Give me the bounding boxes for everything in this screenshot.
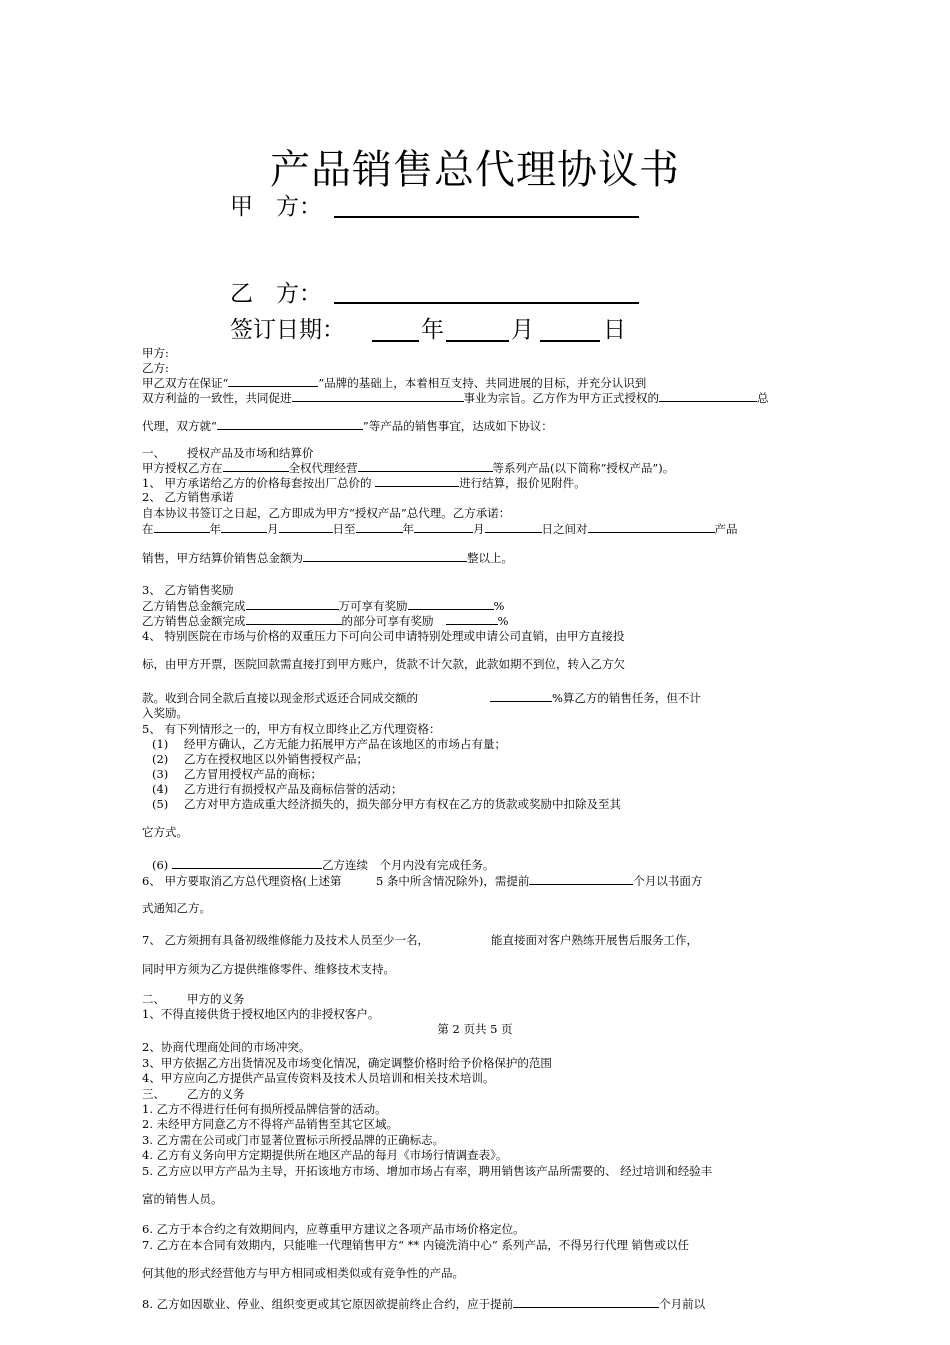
sec1-item-7: 7、 乙方须拥有具备初级维修能力及技术人员至少一名， 能直接面对客户熟练开展售后服务工作， <box>142 933 698 947</box>
sec3-item-5-cont: 富的销售人员。 <box>142 1192 223 1206</box>
sec3-item-7: 7. 乙方在本合同有效期内，只能唯一代理销售甲方“ ** 内镜洗消中心” 系列产品，不得另行代理 销售或以任 <box>142 1238 690 1252</box>
sub-5-text: 乙方对甲方造成重大经济损失的，损失部分甲方有权在乙方的货款或奖励中扣除及至其 <box>184 797 621 811</box>
sec1-item-5: 5、 有下列情形之一的，甲方有权立即终止乙方代理资格： <box>142 722 441 736</box>
sec1-period-line: 在 年 月 日至 年 月 日之间对 产品 <box>142 522 738 536</box>
sec3-item-3: 3. 乙方需在公司或门市显著位置标示所授品牌的正确标志。 <box>142 1133 445 1147</box>
reward-line-2: 乙方销售总金额完成 的部分可享有奖励 % <box>142 614 509 628</box>
sub-2-text: 乙方在授权地区以外销售授权产品； <box>184 752 368 766</box>
sec1-item-1: 1、 甲方承诺给乙方的价格每套按出厂总价的 进行结算，报价见附件。 <box>142 476 586 490</box>
sec2-item-1: 1、不得直接供货于授权地区内的非授权客户。 <box>142 1007 380 1021</box>
sec1-item-6: 6、 甲方要取消乙方总代理资格(上述第 5 条中所含情况除外)，需提前 个月以书面方 <box>142 874 703 888</box>
month-blank[interactable] <box>446 340 509 342</box>
section-1-number: 一、 <box>142 446 165 460</box>
sec1-line-1: 甲方授权乙方在 全权代理经营 等系列产品(以下简称“授权产品”)。 <box>142 461 675 475</box>
document-title: 产品销售总代理协议书 <box>270 147 680 193</box>
party-a-label: 甲 方： <box>230 194 322 220</box>
sec1-item-6-cont: 式通知乙方。 <box>142 901 211 915</box>
sign-date-label: 签订日期： <box>230 317 345 343</box>
intro-party-b: 乙方: <box>142 361 169 375</box>
year-label: 年 <box>421 317 444 343</box>
sec2-item-4: 4、甲方应向乙方提供产品宣传资料及技术人员培训和相关技术培训。 <box>142 1071 495 1085</box>
sec1-item-2: 2、 乙方销售承诺 <box>142 490 234 504</box>
page-number: 第 2 页共 5 页 <box>437 1022 513 1036</box>
month-label: 月 <box>511 317 534 343</box>
sec2-item-2: 2、协商代理商处间的市场冲突。 <box>142 1040 311 1054</box>
sec1-item-4-line-4: 入奖励。 <box>142 706 188 720</box>
sub-6-line: (6) 乙方连续 个月内没有完成任务。 <box>152 858 495 872</box>
party-b-blank[interactable] <box>334 302 639 304</box>
sec1-sales-line: 销售，甲方结算价销售总金额为 整以上。 <box>142 551 513 565</box>
section-3-heading: 乙方的义务 <box>187 1087 245 1101</box>
section-2-heading: 甲方的义务 <box>187 992 245 1006</box>
day-blank[interactable] <box>540 340 600 342</box>
sec3-item-5: 5. 乙方应以甲方产品为主导，开拓该地方市场、增加市场占有率，聘用销售该产品所需要的、 经过培训和经验丰 <box>142 1164 713 1178</box>
sub-3-text: 乙方冒用授权产品的商标； <box>184 767 322 781</box>
intro-party-a: 甲方: <box>142 346 169 360</box>
party-a-blank[interactable] <box>334 216 639 218</box>
sec1-item-2-paragraph: 自本协议书签订之日起，乙方即成为甲方“授权产品”总代理。乙方承诺： <box>142 506 511 520</box>
day-label: 日 <box>603 317 626 343</box>
sec3-item-1: 1. 乙方不得进行任何有损所授品牌信誉的活动。 <box>142 1102 387 1116</box>
sec3-item-2: 2. 未经甲方同意乙方不得将产品销售至其它区域。 <box>142 1117 399 1131</box>
sub-2-number: (2) <box>152 752 169 766</box>
sub-1-text: 经甲方确认，乙方无能力拓展甲方产品在该地区的市场占有量； <box>184 737 506 751</box>
year-blank[interactable] <box>372 340 419 342</box>
reward-line-1: 乙方销售总金额完成 万可享有奖励 % <box>142 599 505 613</box>
sec1-item-4: 4、 特别医院在市场与价格的双重压力下可向公司申请特别处理或申请公司直销，由甲方直接投 <box>142 629 625 643</box>
sub-5-number: (5) <box>152 797 169 811</box>
section-2-number: 二、 <box>142 992 165 1006</box>
sub-4-text: 乙方进行有损授权产品及商标信誉的活动； <box>184 782 403 796</box>
sub-5-text-cont: 它方式。 <box>142 825 188 839</box>
section-1-heading: 授权产品及市场和结算价 <box>187 446 314 460</box>
sec1-item-3: 3、 乙方销售奖励 <box>142 583 234 597</box>
party-b-label: 乙 方： <box>230 281 322 307</box>
sec1-item-4-line-2: 标，由甲方开票，医院回款需直接打到甲方账户，货款不计欠款，此款如期不到位，转入乙方欠 <box>142 657 625 671</box>
sec3-item-6: 6. 乙方于本合约之有效期间内，应尊重甲方建议之各项产品市场价格定位。 <box>142 1222 525 1236</box>
intro-line-2: 双方利益的一致性，共同促进 事业为宗旨。乙方作为甲方正式授权的 总 <box>142 391 769 405</box>
sub-4-number: (4) <box>152 782 169 796</box>
sub-3-number: (3) <box>152 767 169 781</box>
sec1-item-7-cont: 同时甲方须为乙方提供维修零件、维修技术支持。 <box>142 962 395 976</box>
intro-line-3: 代理，双方就“ ”等产品的销售事宜，达成如下协议： <box>142 419 553 433</box>
sec1-item-4-line-3: 款。收到合同全款后直接以现金形式返还合同成交额的 %算乙方的销售任务，但不计 <box>142 691 701 705</box>
section-3-number: 三、 <box>142 1087 165 1101</box>
sub-1-number: (1) <box>152 737 169 751</box>
sec3-item-7-cont: 何其他的形式经营他方与甲方相同或相类似或有竞争性的产品。 <box>142 1266 464 1280</box>
sec2-item-3: 3、甲方依据乙方出货情况及市场变化情况，确定调整价格时给予价格保护的范围 <box>142 1056 552 1070</box>
intro-line-1: 甲乙双方在保证“ ”品牌的基础上，本着相互支持、共同进展的目标，并充分认识到 <box>142 376 647 390</box>
sec3-item-4: 4. 乙方有义务向甲方定期提供所在地区产品的每月《市场行情调查表》。 <box>142 1148 508 1162</box>
sec3-item-8: 8. 乙方如因歇业、停业、组织变更或其它原因欲提前终止合约，应于提前 个月前以 <box>142 1297 706 1311</box>
